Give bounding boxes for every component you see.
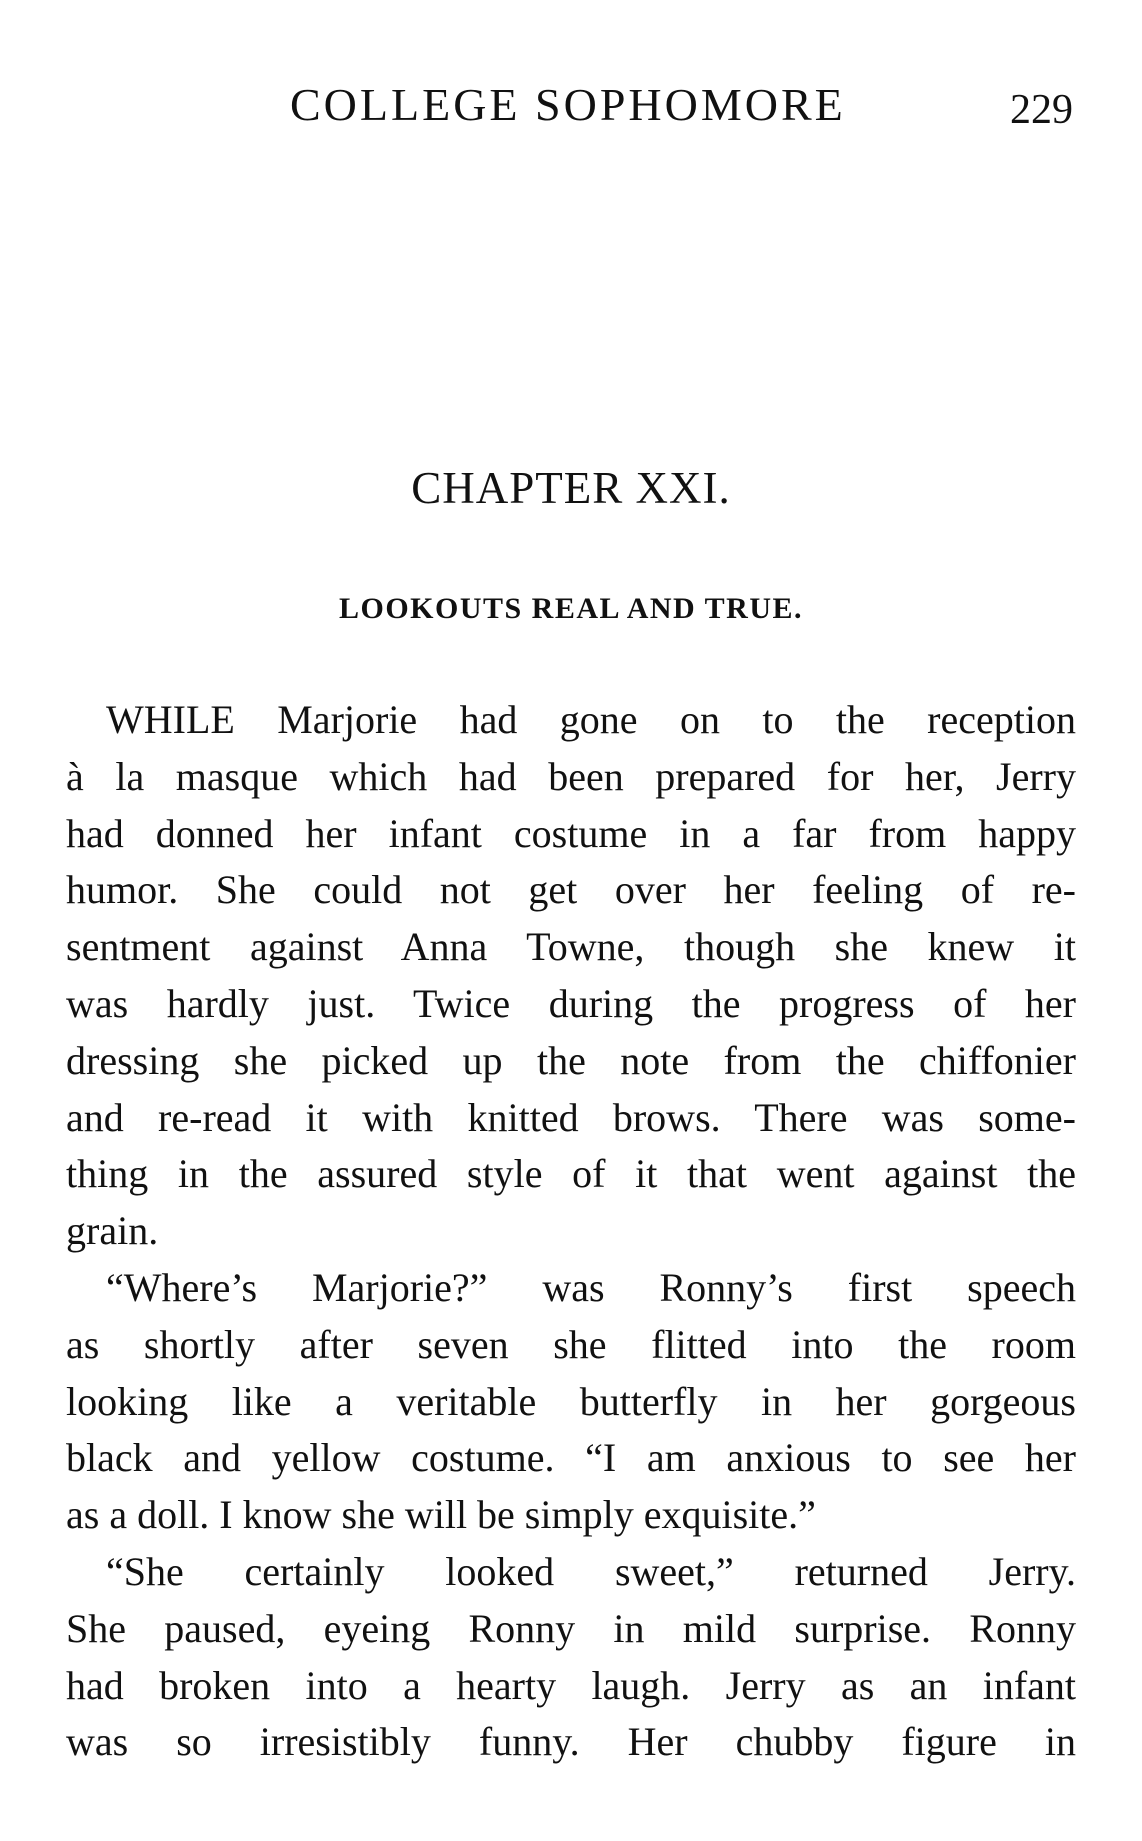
text-line: dressing she picked up the note from the chiffonier: [66, 1037, 1076, 1083]
page-number: 229: [1010, 87, 1073, 133]
text-line: “Where’s Marjorie?” was Ronny’s first speech: [106, 1264, 1076, 1310]
text-line: was so irresistibly funny. Her chubby figure in: [66, 1719, 1076, 1765]
text-line: was hardly just. Twice during the progress of her: [66, 980, 1076, 1026]
text-line: had donned her infant costume in a far from happy: [66, 810, 1076, 856]
text-line: humor. She could not get over her feeling of re-: [66, 867, 1076, 913]
text-line: WHILE Marjorie had gone on to the reception: [106, 697, 1076, 742]
text-line: black and yellow costume. “I am anxious to see her: [66, 1435, 1076, 1481]
text-line: à la masque which had been prepared for her, Jerry: [66, 753, 1076, 799]
text-line: and re-read it with knitted brows. There was some-: [66, 1094, 1076, 1140]
text-line: had broken into a hearty laugh. Jerry as an infant: [66, 1662, 1076, 1708]
chapter-subtitle: LOOKOUTS REAL AND TRUE.: [338, 592, 804, 625]
text-line: “She certainly looked sweet,” returned Jerry.: [106, 1548, 1076, 1594]
text-line: grain.: [66, 1208, 159, 1254]
running-head: COLLEGE SOPHOMORE: [290, 79, 846, 130]
body-text: [66, 692, 1076, 1771]
text-line: as a doll. I know she will be simply exquisite.”: [66, 1492, 816, 1538]
text-line: as shortly after seven she flitted into the room: [66, 1321, 1076, 1367]
text-line: She paused, eyeing Ronny in mild surprise. Ronny: [66, 1605, 1076, 1651]
text-line: thing in the assured style of it that went against the: [66, 1151, 1076, 1197]
text-line: looking like a veritable butterfly in her gorgeous: [66, 1378, 1076, 1424]
text-line: sentment against Anna Towne, though she knew it: [66, 924, 1076, 970]
chapter-title: CHAPTER XXI.: [411, 463, 731, 513]
